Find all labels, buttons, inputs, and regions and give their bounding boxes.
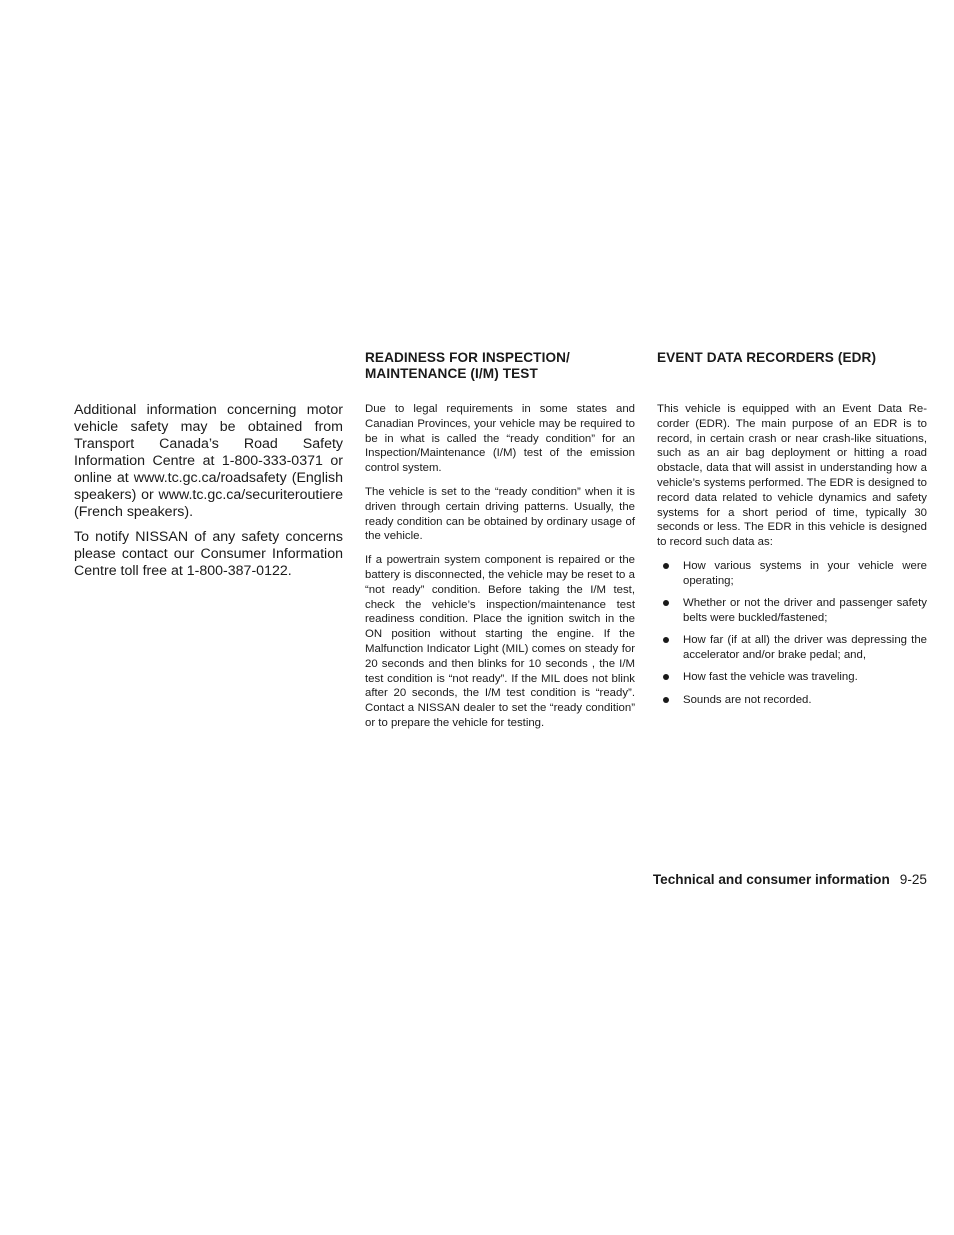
edr-heading: EVENT DATA RECORDERS (EDR) <box>657 350 877 365</box>
list-item-text: Whether or not the driver and passenger safety belts were buckled/fastened; <box>683 597 927 624</box>
bullet-icon <box>663 674 669 680</box>
list-item <box>657 693 927 708</box>
im-paragraph-3: If a powertrain system component is repaired or the battery is disconnected, the vehicle may be reset to a “not ready” condition. Before taking the I/M test, check the vehicle’s inspection/maintenance test readiness condition. Place the ignition switch in the ON position without starting the engine. If the Malfunction Indicator Light (MIL) comes on steady for 20 seconds and then blinks for 10 seconds , the I/M test condition is “not ready”. If the MIL does not blink after 20 seconds, the I/M test condition is “ready”. Contact a NISSAN dealer to set the “ready condition” or to prepare the vehicle for testing. <box>365 554 635 729</box>
list-item <box>657 670 927 685</box>
middle-column <box>365 350 635 740</box>
right-column <box>657 350 927 715</box>
list-item <box>657 633 927 663</box>
list-item <box>657 596 927 626</box>
edr-intro-paragraph: This vehicle is equipped with an Event Data Recorder (EDR). The main purpose of an EDR is to record, in certain crash or near crash-like situations, such as an air bag deployment or hitting a road obstacle, data that will assist in understanding how a vehicle’s systems performed. The EDR is designed to record data related to vehicle dynamics and safety systems for a short period of time, typically 30 seconds or less. The EDR in this vehicle is designed to record such data as: <box>657 403 927 549</box>
page-number: 9-25 <box>899 872 927 887</box>
edr-heading-wrap <box>657 350 927 402</box>
page-footer <box>653 872 927 888</box>
bullet-icon <box>663 563 669 569</box>
list-item-text: Sounds are not recorded. <box>683 693 812 706</box>
safety-concern-paragraph: To notify NISSAN of any safety concerns please contact our Consumer Information Centre toll free at 1-800-387-0122. <box>74 529 343 579</box>
list-item-text: How fast the vehicle was traveling. <box>683 671 858 684</box>
list-item-text: How various systems in your vehicle were operating; <box>683 559 927 587</box>
safety-info-paragraph: Additional information concerning motor vehicle safety may be obtained from Transport Canada’s Road Safety Information Centre at 1-800-333-0371 or online at www.tc.gc.ca/roadsafety (English speakers) or www.tc.gc.ca/securiteroutiere (French speakers). <box>74 402 343 520</box>
bullet-icon <box>663 697 669 703</box>
edr-bullet-list <box>657 559 927 707</box>
im-paragraph-1: Due to legal requirements in some states and Canadian Provinces, your vehicle may be required to be in what is called the “ready condition” for an Inspection/Maintenance (I/M) test of the emission control system. <box>365 403 635 475</box>
im-test-heading-wrap <box>365 350 635 402</box>
im-test-heading: READINESS FOR INSPECTION/ MAINTENANCE (I/M) TEST <box>365 350 570 381</box>
bullet-icon <box>663 637 669 643</box>
im-paragraph-2: The vehicle is set to the “ready condition” when it is driven through certain driving patterns. Usually, the ready condition can be obtained by ordinary usage of the vehicle. <box>365 485 635 543</box>
footer-section-title: Technical and consumer information <box>652 872 890 887</box>
bullet-icon <box>663 600 669 606</box>
list-item-text: How far (if at all) the driver was depressing the accelerator and/or brake pedal; and, <box>683 634 927 661</box>
list-item <box>657 559 927 589</box>
left-column <box>74 402 343 588</box>
